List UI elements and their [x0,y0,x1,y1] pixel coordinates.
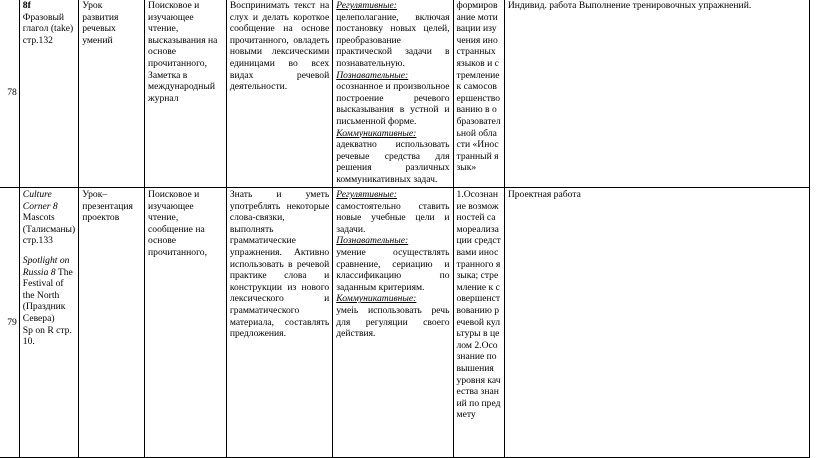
uud-text: умение осуществлять сравнение, сериацию и классификацию по заданным критериям. [336,246,450,293]
topic-italic-title: Culture Corner 8 [22,189,58,212]
uud-text: осознанное и произвольное построение речевого высказывания в устной и письменной форме. [336,81,450,127]
uud-heading: Регулятивные: [336,0,397,11]
topic-code: 8f [22,0,31,11]
topic-cell [19,188,78,458]
lesson-number: 79 [0,188,19,458]
uud-text: адекватно использовать речевые средства для решения различных коммуникативных задач. [336,139,450,185]
activity-cell: Поисковое и изучающее чтение, сообщение на основе прочитанного, [145,188,227,458]
uud-heading: Познавательные: [336,235,409,247]
topic-title: Mascots (Талисманы) [22,212,76,235]
subject-results-cell: Знать и уметь употреблять некоторые слова-связки, выполнять грамматические упражнения. Активно использовать в речевой практике слова и конструкции из нового лексического и грамматического материала, составлять предложения. [226,188,332,458]
uud-heading: Регулятивные: [336,189,397,200]
uud-cell [333,0,453,188]
topic-spotlight-page: Sp on R стр. 10. [22,324,72,348]
personal-results-cell: 1.Осознание возможностей самореализации средствами иностранного языка; стремление к совершенствованию речевой культуры в целом 2.Осознание повышения уровня качества знаний по предмету [453,188,504,458]
topic-spotlight-title: The Festival of the North (Праздник Севера) [22,266,73,324]
personal-results-cell: формирование мотивации изучения иностранных языков и стремление к самосовершенствованию в образовательной области «Иностранный язык» [453,0,504,188]
lesson-type: Урок– презентация проектов [79,188,145,458]
uud-text: самостоятельно ставить новые учебные цели и задачи. [336,200,450,235]
subject-results-cell: Воспринимать текст на слух и делать короткое сообщение на основе прочитанного, овладеть новыми лексическими единицами во всех видах речевой деятельности. [226,0,332,188]
uud-cell [333,188,453,458]
activity-cell: Поисковое и изучающее чтение, высказывания на основе прочитанного, Заметка в международный журнал [145,0,227,188]
uud-heading: Познавательные: [336,69,409,81]
control-cell: Индивид. работа Выполнение тренировочных упражнений. [504,0,809,188]
uud-text: умеiь использовать речь для регуляции своего действия. [336,304,450,340]
lesson-number: 78 [0,0,19,188]
topic-page: стр.132 [22,34,53,46]
uud-heading: Коммуникативные: [336,127,417,139]
control-cell: Проектная работа [504,188,809,458]
table-row [0,0,810,188]
topic-spotlight: Spotlight on Russia 8 [22,254,70,278]
topic-title: Фразовый глагол (take) [22,11,74,35]
topic-page: стр.133 [22,235,53,247]
table-row [0,188,810,458]
lesson-type: Урок развития речевых умений [79,0,145,188]
topic-cell [19,0,78,188]
uud-text: целеполагание, включая постановку новых целей, преобразование практической задачи в познавательную. [336,11,450,69]
uud-heading: Коммуникативные: [336,293,417,305]
